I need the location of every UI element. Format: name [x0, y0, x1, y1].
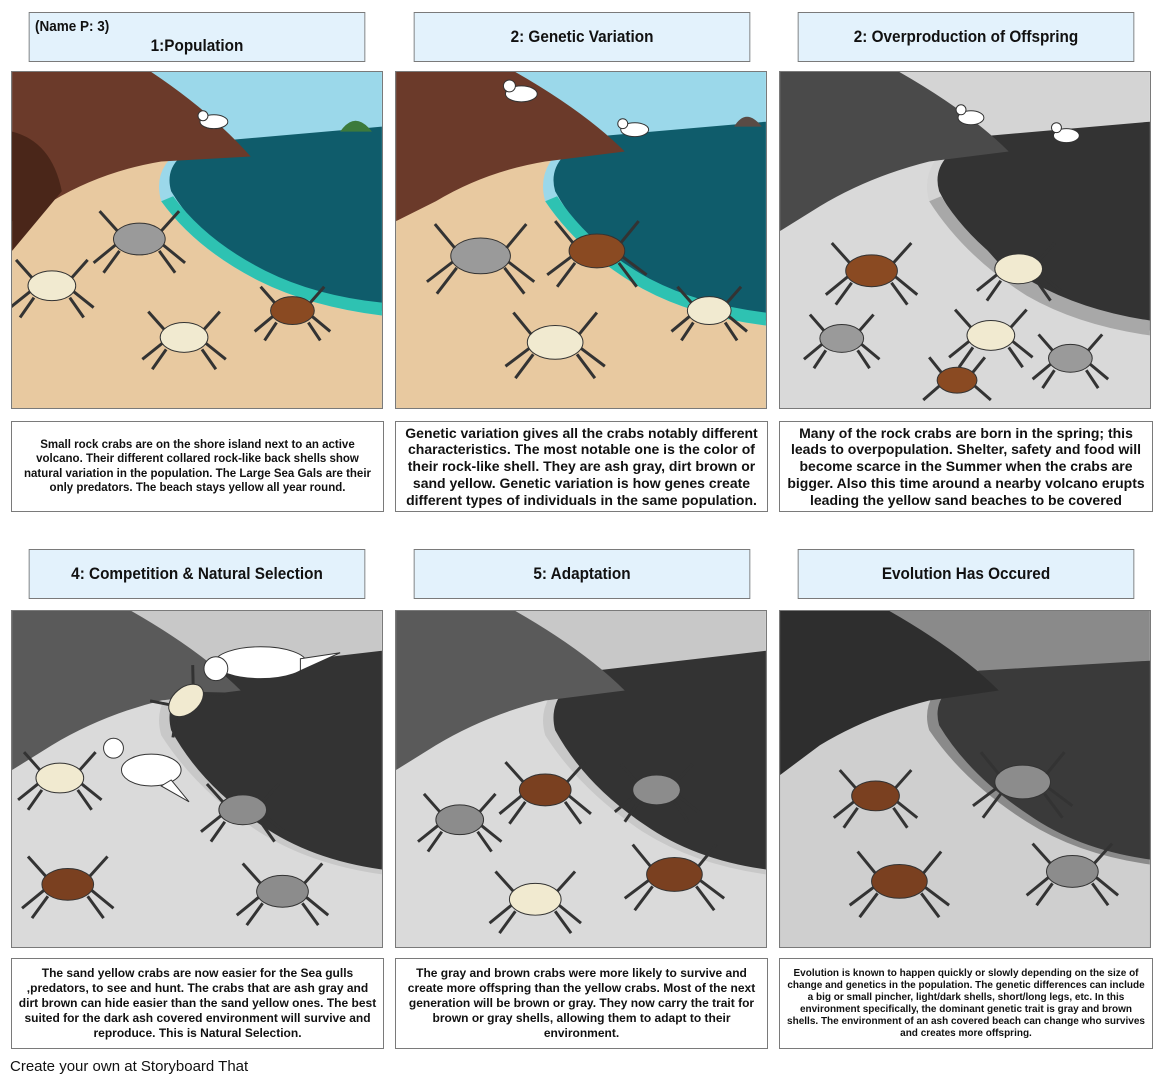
panel-4-description: The sand yellow crabs are now easier for the Sea gulls ,predators, to see and hunt. The crabs that are ash gray and dirt brown can hide easier than the sand yellow ones. The best suited for the dark ash covered environment will survive and reproduce. This is Natural Selection.: [11, 958, 384, 1049]
panel-5-description: The gray and brown crabs were more likely to survive and create more offspring than the yellow crabs. Most of the next generation will be brown or gray. They now carry the trait for brown or gray shells, allowing them to adapt to their environment.: [395, 958, 768, 1049]
panel-5-illustration: [396, 611, 766, 947]
panel-6-title: Evolution Has Occured: [798, 549, 1135, 599]
panel-6-scene: [779, 610, 1151, 948]
panel-2-description: Genetic variation gives all the crabs notably different characteristics. The most notable one is the color of their rock-like shell. They are ash gray, dirt brown or sand yellow. Genetic variation is how genes create different types of individuals in the same population.: [395, 421, 768, 512]
panel-6-illustration: [780, 611, 1150, 947]
panel-5-scene: [395, 610, 767, 948]
panel-4-title: 4: Competition & Natural Selection: [29, 549, 366, 599]
panel-2-title: 2: Genetic Variation: [414, 12, 751, 62]
panel-3-description: Many of the rock crabs are born in the spring; this leads to overpopulation. Shelter, safety and food will become scarce in the Summer when the crabs are bigger. Also this time around a nearby volcano erupts leading the yellow sand beaches to be covered: [779, 421, 1153, 512]
panel-4-scene: [11, 610, 383, 948]
panel-1-title: 1:Population: [150, 36, 244, 55]
panel-3-title: 2: Overproduction of Offspring: [798, 12, 1135, 62]
name-tag: (Name P: 3): [34, 18, 110, 35]
panel-2-illustration: [396, 72, 766, 408]
panel-6-description: Evolution is known to happen quickly or slowly depending on the size of change and genetics in the population. The genetic differences can include a big or small pincher, light/dark shells, short/long legs, etc. In this environment specifically, the dominant genetic trait is gray and brown shells. The environment of an ash covered beach can change who survives and creates more offspring.: [779, 958, 1153, 1049]
storyboard-footer[interactable]: Create your own at Storyboard That: [10, 1058, 249, 1075]
panel-1-description: Small rock crabs are on the shore island next to an active volcano. Their different collared rock-like back shells show natural variation in the population. The Large Sea Gals are their only predators. The beach stays yellow all year round.: [11, 421, 384, 512]
panel-5-title: 5: Adaptation: [414, 549, 751, 599]
panel-2-scene: [395, 71, 767, 409]
panel-1-title-box: [29, 12, 366, 62]
panel-1-illustration: [12, 72, 382, 408]
panel-3-illustration: [780, 72, 1150, 408]
panel-1-scene: [11, 71, 383, 409]
panel-4-illustration: [12, 611, 382, 947]
panel-3-scene: [779, 71, 1151, 409]
